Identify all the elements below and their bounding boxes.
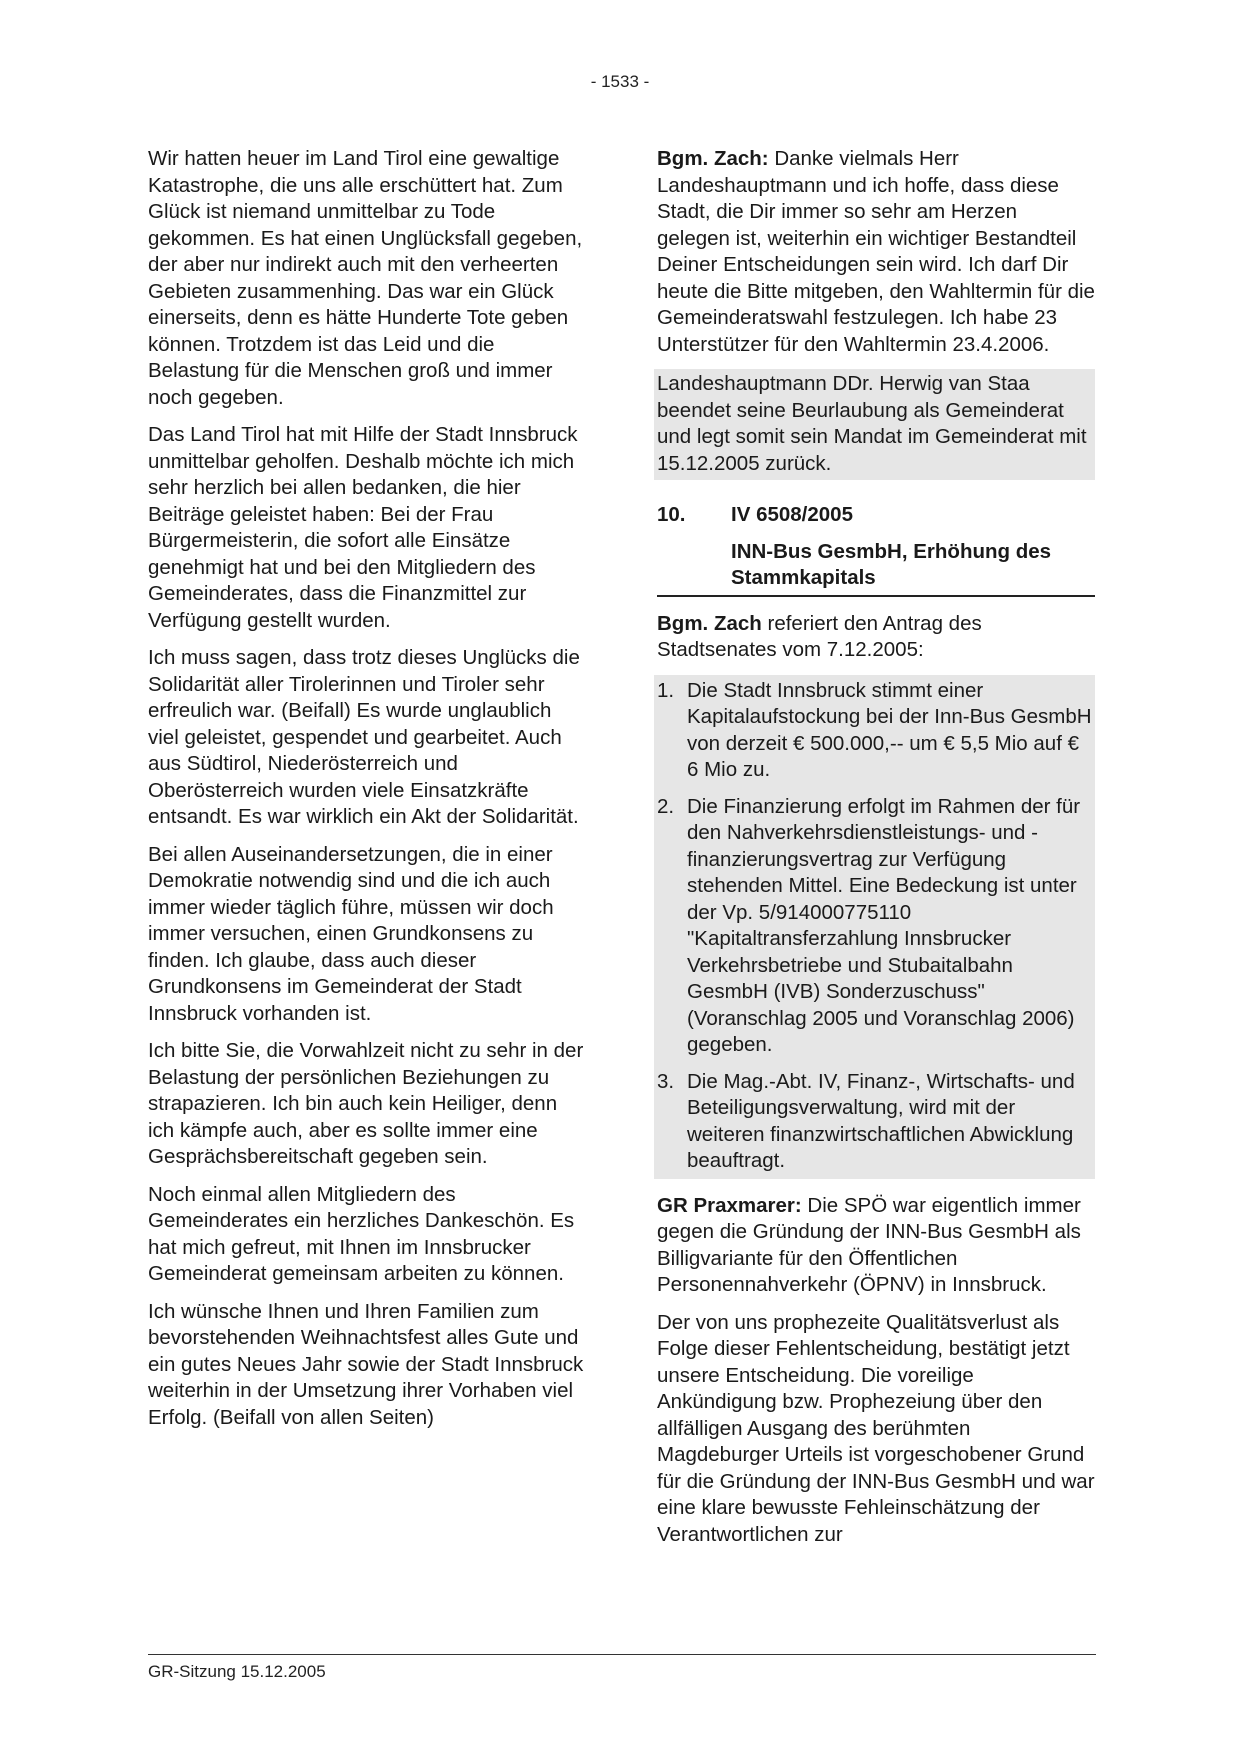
list-item-number: 3. <box>657 1069 675 1093</box>
paragraph: Das Land Tirol hat mit Hilfe der Stadt Innsbruck unmittelbar geholfen. Deshalb möchte ich mich sehr herzlich bei allen bedanken, die hier Beiträge geleistet haben: Bei der Frau Bürgermeisterin, die sofort alle Einsätze genehmigt hat und bei den Mitgliedern des Gemeinderates, dass die Finanzmittel zur Verfügung gestellt wurden. <box>148 423 578 632</box>
mandate-notice: Landeshauptmann DDr. Herwig van Staa beendet seine Beurlaubung als Gemeinderat und legt somit sein Mandat im Gemeinderat mit 15.12.2005 zurück. <box>654 369 1095 480</box>
motion-intro <box>657 611 1095 664</box>
page-number: - 1533 - <box>590 72 650 91</box>
paragraph: Ich muss sagen, dass trotz dieses Unglücks die Solidarität aller Tirolerinnen und Tiroler sehr erfreulich war. (Beifall) Es wurde unglaublich viel geleistet, gespendet und gearbeitet. Auch aus Südtirol, Niederösterreich und Oberösterreich wurden viele Einsatzkräfte entsandt. Es war wirklich ein Akt der Solidarität. <box>148 646 580 828</box>
footer-divider <box>148 1654 1096 1655</box>
list-item <box>657 678 1092 784</box>
list-item-text: Die Mag.-Abt. IV, Finanz-, Wirtschafts- und Beteiligungsverwaltung, wird mit der weiteren finanzwirtschaftlichen Abwicklung beauftragt. <box>687 1069 1075 1172</box>
list-item-number: 1. <box>657 678 675 702</box>
praxmarer-statement <box>657 1193 1095 1299</box>
paragraph: Noch einmal allen Mitgliedern des Gemeinderates ein herzliches Dankeschön. Es hat mich gefreut, mit Ihnen im Innsbrucker Gemeinderat gemeinsam arbeiten zu können. <box>148 1182 575 1285</box>
list-item-text: Die Stadt Innsbruck stimmt einer Kapitalaufstockung bei der Inn-Bus GesmbH von derzeit € 500.000,-- um € 5,5 Mio auf € 6 Mio zu. <box>687 678 1092 781</box>
list-item-text: Die Finanzierung erfolgt im Rahmen der für den Nahverkehrsdienstleistungs- und -finanzierungsvertrag zur Verfügung stehenden Mittel. Eine Bedeckung ist unter der Vp. 5/914000775110 "Kapitaltransferzahlung Innsbrucker Verkehrsbetriebe und Stubaitalbahn GesmbH (IVB) Sonderzuschuss" (Voranschlag 2005 und Voranschlag 2006) gegeben. <box>687 794 1081 1056</box>
paragraph: Ich bitte Sie, die Vorwahlzeit nicht zu sehr in der Belastung der persönlichen Beziehungen zu strapazieren. Ich bin auch kein Heiliger, denn ich kämpfe auch, aber es sollte immer eine Gesprächsbereitschaft gegeben sein. <box>148 1039 584 1168</box>
motion-intro-text: referiert den Antrag des Stadtsenates vom 7.12.2005: <box>657 611 982 661</box>
list-item-number: 2. <box>657 794 675 818</box>
agenda-item-reference: IV 6508/2005 <box>731 503 853 526</box>
agenda-item-title: INN-Bus GesmbH, Erhöhung des Stammkapitals <box>731 539 1052 589</box>
footer-session-label: GR-Sitzung 15.12.2005 <box>148 1662 326 1681</box>
statement-text: Danke vielmals Herr Landeshauptmann und ich hoffe, dass diese Stadt, die Dir immer so sehr am Herzen gelegen ist, weiterhin ein wichtiger Bestandteil Deiner Entscheidungen sein wird. Ich darf Dir heute die Bitte mitgeben, den Wahltermin für die Gemeinderatswahl festzulegen. Ich habe 23 Unterstützer für den Wahltermin 23.4.2006. <box>657 147 1095 356</box>
list-item <box>657 1069 1092 1175</box>
speaker-name: Bgm. Zach: <box>657 147 769 170</box>
speaker-name: Bgm. Zach <box>657 611 762 635</box>
left-column <box>148 146 586 1442</box>
motion-list <box>654 675 1095 1179</box>
list-item <box>657 794 1092 1059</box>
agenda-item-number: 10. <box>657 503 686 526</box>
paragraph: Der von uns prophezeite Qualitätsverlust als Folge dieser Fehlentscheidung, bestätigt jetzt unsere Entscheidung. Die voreilige Ankündigung bzw. Prophezeiung über den allfälligen Ausgang des berühmten Magdeburger Urteils ist vorgeschobener Grund für die Gründung der INN-Bus GesmbH und war eine klare bewusste Fehleinschätzung der Verantwortlichen zur <box>657 1310 1095 1546</box>
paragraph: Wir hatten heuer im Land Tirol eine gewaltige Katastrophe, die uns alle erschüttert hat. Zum Glück ist niemand unmittelbar zu Tode gekommen. Es hat einen Unglücksfall gegeben, der aber nur indirekt auch mit den verheerten Gebieten zusammenhing. Das war ein Glück einerseits, denn es hätte Hunderte Tote geben können. Trotzdem ist das Leid und die Belastung für die Menschen groß und immer noch gegeben. <box>148 147 583 409</box>
zach-statement <box>657 146 1095 358</box>
right-column <box>657 146 1095 1559</box>
agenda-item-divider <box>657 595 1095 597</box>
statement-text: Die SPÖ war eigentlich immer gegen die Gründung der INN-Bus GesmbH als Billigvariante für den Öffentlichen Personennahverkehr (ÖPNV) in Innsbruck. <box>657 1193 1081 1296</box>
speaker-name: GR Praxmarer: <box>657 1193 802 1217</box>
paragraph: Ich wünsche Ihnen und Ihren Familien zum bevorstehenden Weihnachtsfest alles Gute und ein gutes Neues Jahr sowie der Stadt Innsbruck weiterhin in der Umsetzung ihrer Vorhaben viel Erfolg. (Beifall von allen Seiten) <box>148 1299 584 1429</box>
paragraph: Bei allen Auseinandersetzungen, die in einer Demokratie notwendig sind und die ich auch immer wieder täglich führe, müssen wir doch immer versuchen, einen Grundkonsens zu finden. Ich glaube, dass auch dieser Grundkonsens im Gemeinderat der Stadt Innsbruck vorhanden ist. <box>148 842 554 1025</box>
agenda-item-header <box>657 502 1095 529</box>
